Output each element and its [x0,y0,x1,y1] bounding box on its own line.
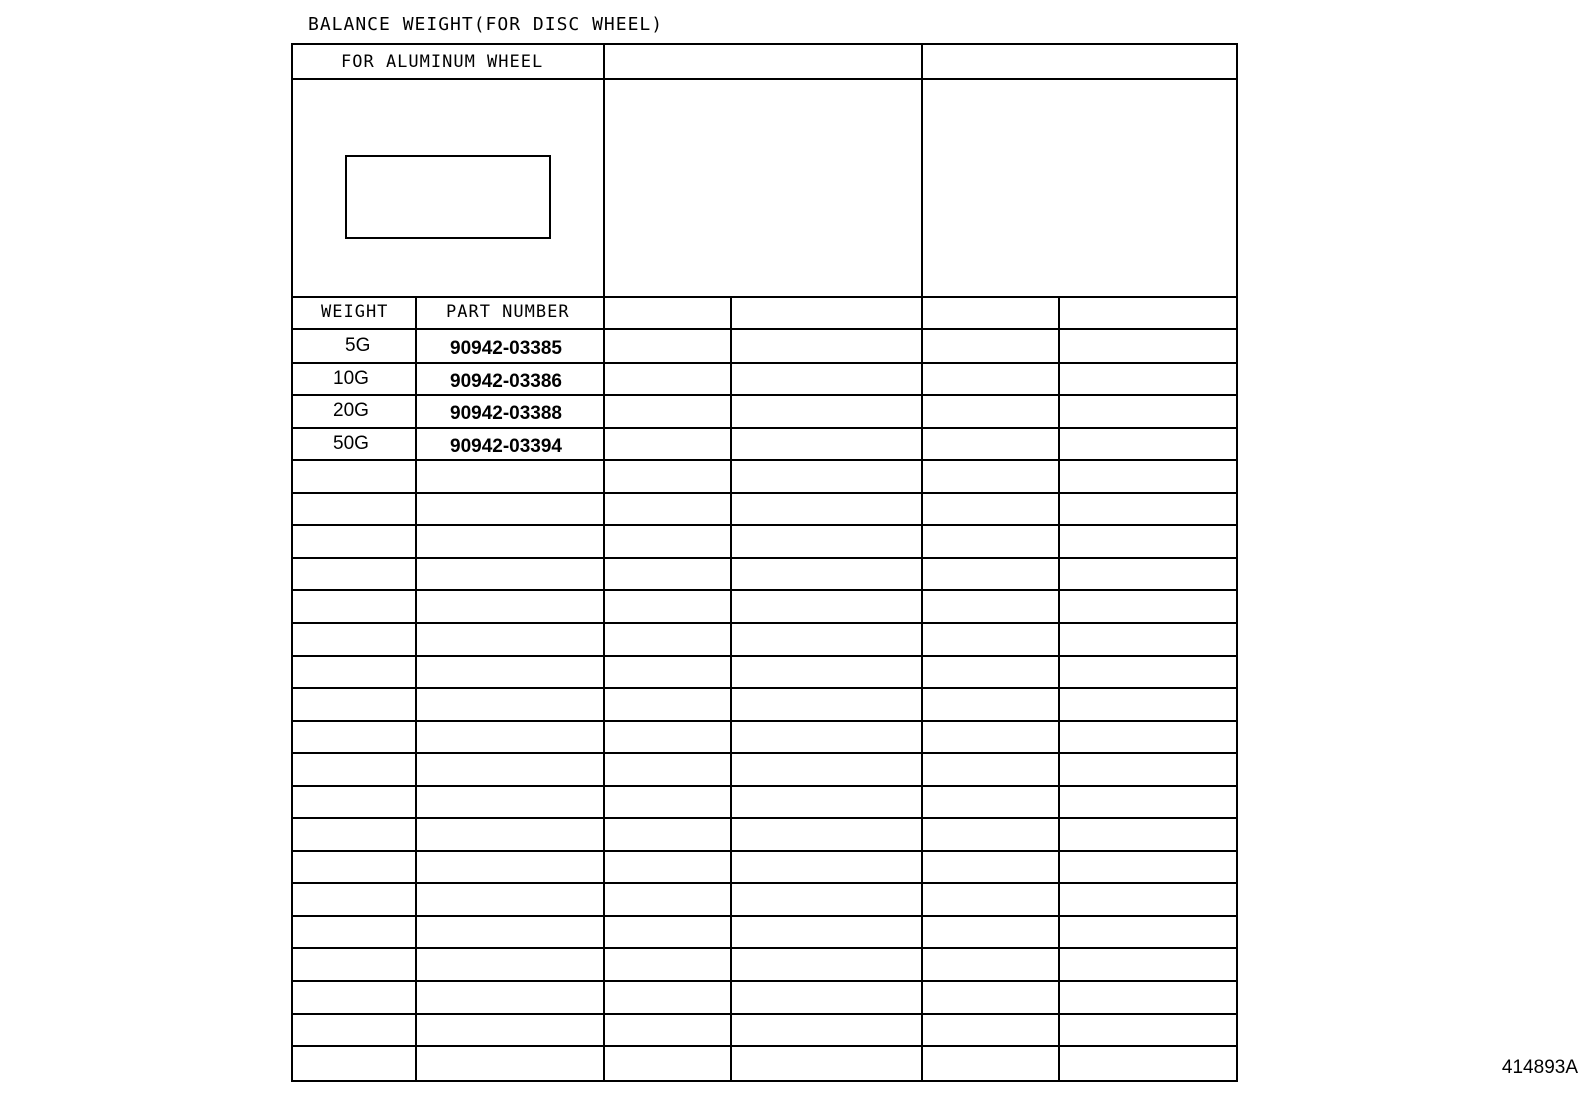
row-divider [293,687,1238,689]
column-divider [1058,296,1060,1082]
section-divider [603,45,605,1082]
part-number-cell: 90942-03394 [450,436,562,457]
row-divider [293,459,1238,461]
row-divider [293,752,1238,754]
row-divider [293,589,1238,591]
row-divider [293,817,1238,819]
row-divider [293,882,1238,884]
page-title: BALANCE WEIGHT(FOR DISC WHEEL) [308,14,664,35]
row-divider [293,524,1238,526]
weight-cell: 10G [333,368,369,389]
part-number-cell: 90942-03388 [450,403,562,424]
row-divider [293,427,1238,429]
column-divider [415,296,417,1082]
row-divider [293,362,1238,364]
row-divider [293,1045,1238,1047]
header-divider [293,78,1238,80]
weight-cell: 5G [345,335,371,356]
part-number-column-header: PART NUMBER [446,302,570,322]
part-number-cell: 90942-03385 [450,338,562,359]
part-number-cell: 90942-03386 [450,371,562,392]
row-divider [293,557,1238,559]
weight-cell: 20G [333,400,369,421]
picture-divider [293,296,1238,298]
row-divider [293,785,1238,787]
balance-weight-table [291,43,1238,1082]
section-divider [921,45,923,1082]
reference-number: 414893A [1501,1057,1578,1078]
row-divider [293,394,1238,396]
row-divider [293,850,1238,852]
weight-illustration [345,155,551,239]
weight-cell: 50G [333,433,369,454]
row-divider [293,655,1238,657]
column-header-divider [293,328,1238,330]
row-divider [293,622,1238,624]
column-divider [730,296,732,1082]
row-divider [293,720,1238,722]
weight-column-header: WEIGHT [321,302,389,322]
row-divider [293,980,1238,982]
row-divider [293,1013,1238,1015]
section-header-aluminum-wheel: FOR ALUMINUM WHEEL [341,52,544,72]
row-divider [293,492,1238,494]
row-divider [293,947,1238,949]
row-divider [293,915,1238,917]
